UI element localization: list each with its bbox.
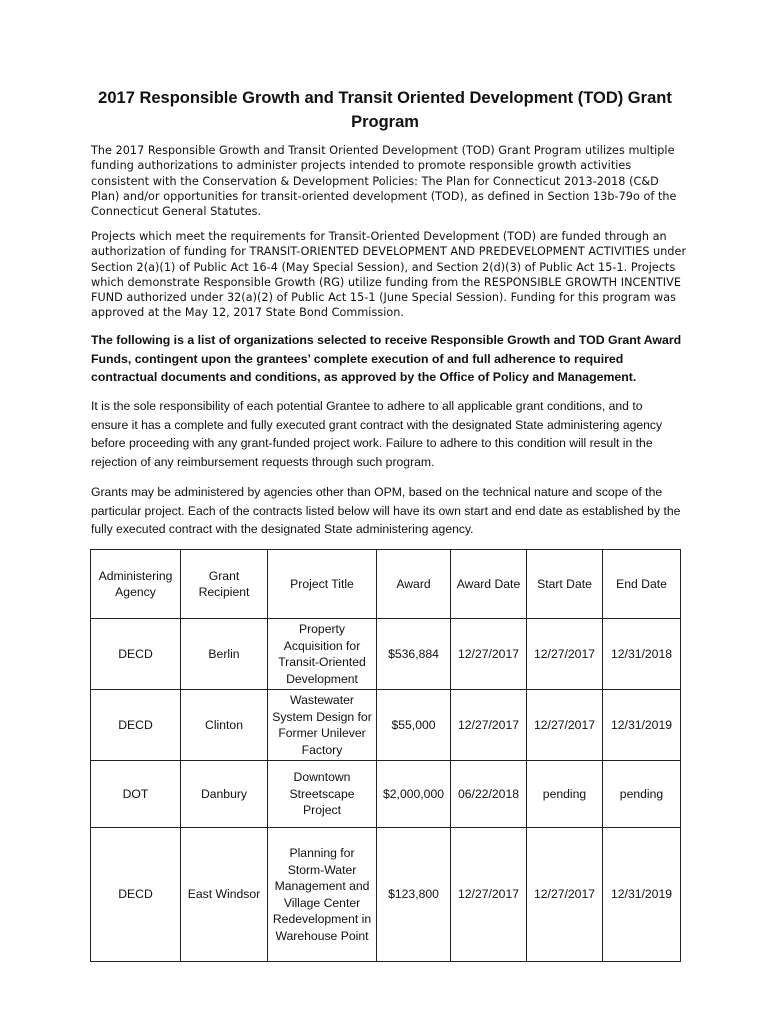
table-row	[91, 761, 681, 828]
cell-award-date: 12/27/2017	[451, 828, 527, 962]
cell-recipient: East Windsor	[181, 828, 268, 962]
selection-notice-paragraph: The following is a list of organizations selected to receive Responsible Growth and TOD Grant Award Funds, contingent upon the grantees’ complete execution of and full adherence to required contractual documents and conditions, as approved by the Office of Policy and Management.	[91, 333, 682, 385]
cell-start-date: 12/27/2017	[527, 619, 603, 690]
cell-agency: DECD	[91, 619, 181, 690]
cell-recipient: Clinton	[181, 690, 268, 761]
cell-start-date: 12/27/2017	[527, 828, 603, 962]
intro-paragraph: The 2017 Responsible Growth and Transit Oriented Development (TOD) Grant Program utilizes multiple funding authorizations to administer projects intended to promote responsible growth activities consistent with the Conservation & Development Policies: The Plan for Connecticut 2013-2018 (C&D Plan) and/or opportunities for transit-oriented development (TOD), as defined in Section 13b-79o of the Connecticut General Statutes.	[91, 144, 677, 219]
header-end-date: End Date	[603, 550, 681, 619]
table-row	[91, 828, 681, 962]
responsibility-paragraph: It is the sole responsibility of each potential Grantee to adhere to all applicable grant conditions, and to ensure it has a complete and fully executed grant contract with the designated State administering agency before proceeding with any grant-funded project work. Failure to adhere to this condition will result in the rejection of any reimbursement requests through such program.	[91, 399, 663, 469]
cell-agency: DECD	[91, 828, 181, 962]
grant-awards-table	[90, 549, 681, 962]
cell-award: $2,000,000	[377, 761, 451, 828]
cell-start-date: pending	[527, 761, 603, 828]
cell-recipient: Danbury	[181, 761, 268, 828]
cell-agency: DECD	[91, 690, 181, 761]
funding-paragraph: Projects which meet the requirements for Transit-Oriented Development (TOD) are funded through an authorization of funding for TRANSIT-ORIENTED DEVELOPMENT AND PREDEVELOPMENT ACTIVITIES under Section 2(a)(1) of Public Act 16-4 (May Special Session), and Section 2(d)(3) of Public Act 15-1. Projects which demonstrate Responsible Growth (RG) utilize funding from the RESPONSIBLE GROWTH INCENTIVE FUND authorized under 32(a)(2) of Public Act 15-1 (June Special Session). Funding for this program was approved at the May 12, 2017 State Bond Commission.	[91, 230, 687, 320]
cell-award: $55,000	[377, 690, 451, 761]
cell-project-title: Downtown Streetscape Project	[268, 761, 377, 828]
administration-paragraph: Grants may be administered by agencies other than OPM, based on the technical nature and scope of the particular project. Each of the contracts listed below will have its own start and end date as established by the fully executed contract with the designated State administering agency.	[91, 485, 681, 536]
cell-award: $536,884	[377, 619, 451, 690]
header-administering-agency: Administering Agency	[91, 550, 181, 619]
cell-end-date: 12/31/2019	[603, 690, 681, 761]
header-award: Award	[377, 550, 451, 619]
cell-recipient: Berlin	[181, 619, 268, 690]
cell-end-date: 12/31/2019	[603, 828, 681, 962]
cell-award: $123,800	[377, 828, 451, 962]
cell-award-date: 12/27/2017	[451, 690, 527, 761]
table-header-row	[91, 550, 681, 619]
cell-project-title: Property Acquisition for Transit-Oriented Development	[268, 619, 377, 690]
header-project-title: Project Title	[268, 550, 377, 619]
cell-project-title: Planning for Storm-Water Management and Village Center Redevelopment in Warehouse Point	[268, 828, 377, 962]
cell-project-title: Wastewater System Design for Former Unilever Factory	[268, 690, 377, 761]
header-start-date: Start Date	[527, 550, 603, 619]
cell-end-date: 12/31/2018	[603, 619, 681, 690]
header-award-date: Award Date	[451, 550, 527, 619]
header-grant-recipient: Grant Recipient	[181, 550, 268, 619]
cell-start-date: 12/27/2017	[527, 690, 603, 761]
table-row	[91, 690, 681, 761]
document-title: 2017 Responsible Growth and Transit Oriented Development (TOD) Grant Program	[98, 89, 672, 131]
cell-award-date: 06/22/2018	[451, 761, 527, 828]
cell-end-date: pending	[603, 761, 681, 828]
cell-agency: DOT	[91, 761, 181, 828]
cell-award-date: 12/27/2017	[451, 619, 527, 690]
table-row	[91, 619, 681, 690]
